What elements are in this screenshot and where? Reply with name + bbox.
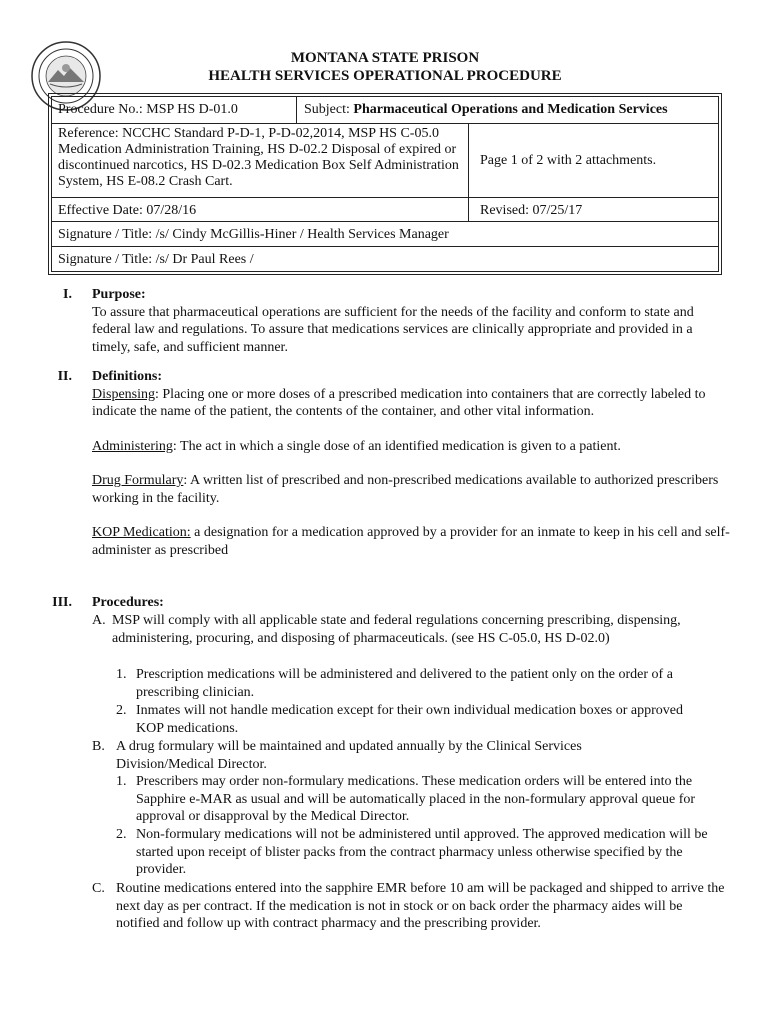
purpose-text: To assure that pharmaceutical operations are sufficient for the needs of the facility and conform to state and federal law and regulations. To assure that medications services are clinically appropriate and provided in a timely, safe, and sufficient manner. [92, 304, 694, 355]
item-a1-text: Prescription medications will be administered and delivered to the patient only on the order of a prescribing clinician. [136, 667, 673, 700]
item-b-text: A drug formulary will be maintained and updated annually by the Clinical Services Division/Medical Director. [116, 739, 582, 772]
signature-line-2: Signature / Title: /s/ Dr Paul Rees / [58, 252, 254, 267]
purpose-heading: Purpose: [92, 287, 146, 302]
section-2-numeral: II. [57, 369, 72, 384]
header-title-line2: HEALTH SERVICES OPERATIONAL PROCEDURE [208, 68, 562, 84]
subject-value: Pharmaceutical Operations and Medication Services [353, 102, 668, 117]
procedures-heading: Procedures: [92, 595, 164, 610]
signature-line-1: Signature / Title: /s/ Cindy McGillis-Hiner / Health Services Manager [58, 227, 449, 242]
page-info: Page 1 of 2 with 2 attachments. [480, 153, 657, 168]
item-a1-label: 1. [116, 667, 127, 682]
item-a-text: MSP will comply with all applicable state and federal regulations concerning prescribing, dispensing, administering, procuring, and disposing of pharmaceuticals. (see HS C-05.0, HS D-02.0) [112, 613, 681, 646]
item-b1-text: Prescribers may order non-formulary medications. These medication orders will be entered into the Sapphire e-MAR as usual and will be automatically placed in the non-formulary approval queue for approval or disapproval by the Medical Director. [136, 774, 696, 824]
item-b2-text: Non-formulary medications will not be administered until approved. The approved medication will be started upon receipt of blister packs from the contract pharmacy unless otherwise specified by the provider. [136, 827, 708, 877]
procedure-subject [304, 102, 714, 118]
definition-dispensing [92, 386, 732, 421]
definition-drug-formulary [92, 472, 732, 507]
term-drug-formulary: Drug Formulary [92, 473, 184, 488]
item-a-label: A. [92, 613, 106, 628]
definition-kop-medication [92, 524, 732, 559]
section-3-numeral: III. [52, 595, 72, 610]
effective-date: Effective Date: 07/28/16 [58, 203, 197, 218]
item-c-text: Routine medications entered into the sapphire EMR before 10 am will be packaged and shipped to arrive the next day as per contract. If the medication is not in stock or on back order the pharmacy aides will be notified and follow up with contract pharmacy and the prescribing provider. [116, 881, 725, 931]
subject-label: Subject: [304, 102, 354, 117]
item-a2-label: 2. [116, 703, 127, 718]
header-title-line1: MONTANA STATE PRISON [290, 50, 480, 66]
definition-administering-text: : The act in which a single dose of an identified medication is given to a patient. [172, 438, 621, 454]
section-purpose [92, 286, 732, 356]
definition-dispensing-text: : Placing one or more doses of a prescribed medication into containers that are correctly labeled to indicate the name of the patient, the contents of the container, and other vital information. [92, 386, 706, 419]
item-a2-text: Inmates will not handle medication except for their own individual medication boxes or approved KOP medications. [136, 703, 684, 736]
procedure-info-table [48, 93, 722, 275]
reference-text: Reference: NCCHC Standard P-D-1, P-D-02,2014, MSP HS C-05.0 Medication Administration Training, HS D-02.2 Disposal of expired or discontinued narcotics, HS D-02.3 Medication Box Self Administration System, HS E-08.2 Crash Cart. [58, 126, 459, 189]
section-1-numeral: I. [63, 287, 72, 302]
revised-date: Revised: 07/25/17 [480, 203, 583, 218]
definition-administering [92, 438, 732, 456]
item-b1-label: 1. [116, 774, 127, 789]
definition-kop-medication-text: a designation for a medication approved by a provider for an inmate to keep in his cell and self-administer as prescribed [92, 525, 730, 558]
procedure-number: Procedure No.: MSP HS D-01.0 [58, 102, 238, 117]
term-kop-medication: KOP Medication: [92, 525, 191, 540]
term-administering: Administering [92, 438, 173, 454]
item-b2-label: 2. [116, 827, 127, 842]
definition-drug-formulary-text: : A written list of prescribed and non-prescribed medications available to authorized prescribers working in the facility. [92, 473, 719, 506]
definitions-heading: Definitions: [92, 369, 162, 384]
section-definitions [92, 368, 732, 559]
section-procedures [92, 594, 732, 612]
item-c-label: C. [92, 881, 105, 896]
item-b-label: B. [92, 739, 105, 754]
term-dispensing: Dispensing [92, 386, 155, 402]
